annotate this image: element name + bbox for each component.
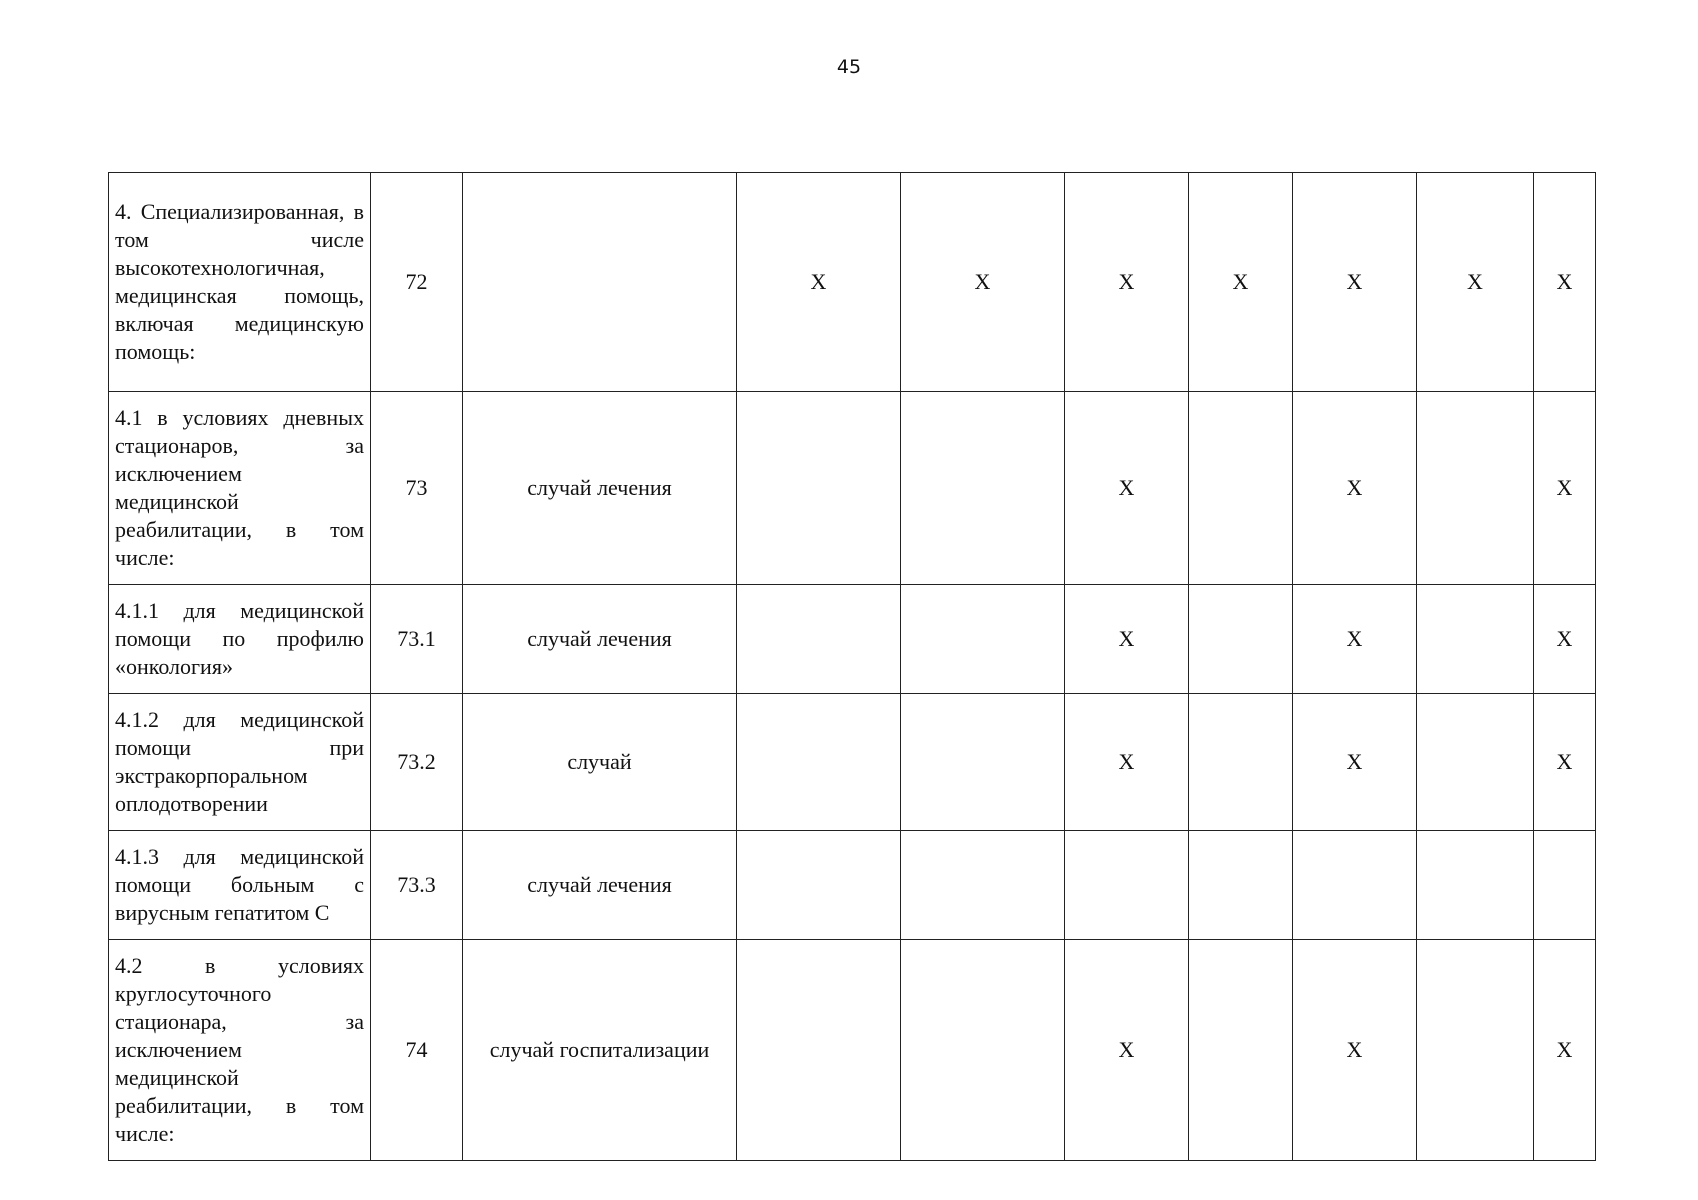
row-code: 73.3 bbox=[371, 831, 463, 940]
cell: X bbox=[1293, 940, 1417, 1161]
row-unit: случай лечения bbox=[463, 392, 737, 585]
cell: X bbox=[1534, 173, 1596, 392]
cell bbox=[1417, 831, 1534, 940]
row-unit: случай bbox=[463, 694, 737, 831]
row-code: 73.1 bbox=[371, 585, 463, 694]
cell bbox=[1189, 831, 1293, 940]
cell bbox=[1417, 694, 1534, 831]
cell bbox=[1417, 940, 1534, 1161]
cell: X bbox=[1293, 392, 1417, 585]
data-table bbox=[108, 172, 1596, 1161]
cell: X bbox=[737, 173, 901, 392]
row-code: 73.2 bbox=[371, 694, 463, 831]
table-row bbox=[109, 585, 1596, 694]
row-label: 4.1.1 для медицинской помощи по профилю «онкология» bbox=[109, 585, 371, 694]
cell bbox=[737, 392, 901, 585]
cell: X bbox=[901, 173, 1065, 392]
cell bbox=[737, 694, 901, 831]
row-code: 72 bbox=[371, 173, 463, 392]
table-row bbox=[109, 940, 1596, 1161]
cell bbox=[901, 585, 1065, 694]
cell: X bbox=[1065, 694, 1189, 831]
row-unit: случай госпитализации bbox=[463, 940, 737, 1161]
cell: X bbox=[1065, 585, 1189, 694]
cell bbox=[737, 585, 901, 694]
row-label: 4.1 в условиях дневных стационаров, за исключением медицинской реабилитации, в том числе: bbox=[109, 392, 371, 585]
table-row bbox=[109, 694, 1596, 831]
cell bbox=[901, 694, 1065, 831]
table-row bbox=[109, 392, 1596, 585]
cell bbox=[1189, 694, 1293, 831]
cell bbox=[1189, 585, 1293, 694]
cell: X bbox=[1065, 392, 1189, 585]
cell: X bbox=[1065, 940, 1189, 1161]
cell bbox=[1189, 940, 1293, 1161]
cell bbox=[901, 940, 1065, 1161]
row-unit bbox=[463, 173, 737, 392]
cell bbox=[1417, 392, 1534, 585]
cell: X bbox=[1293, 173, 1417, 392]
row-code: 73 bbox=[371, 392, 463, 585]
table-row bbox=[109, 831, 1596, 940]
row-unit: случай лечения bbox=[463, 831, 737, 940]
table-row bbox=[109, 173, 1596, 392]
cell: X bbox=[1293, 694, 1417, 831]
cell: X bbox=[1065, 173, 1189, 392]
cell: X bbox=[1534, 585, 1596, 694]
cell: X bbox=[1534, 392, 1596, 585]
cell: X bbox=[1417, 173, 1534, 392]
cell bbox=[737, 940, 901, 1161]
cell bbox=[737, 831, 901, 940]
row-label: 4.1.2 для медицинской помощи при экстракорпоральном оплодотворении bbox=[109, 694, 371, 831]
row-unit: случай лечения bbox=[463, 585, 737, 694]
cell bbox=[901, 831, 1065, 940]
cell bbox=[1189, 392, 1293, 585]
cell: X bbox=[1534, 940, 1596, 1161]
row-code: 74 bbox=[371, 940, 463, 1161]
row-label: 4.1.3 для медицинской помощи больным с вирусным гепатитом С bbox=[109, 831, 371, 940]
cell bbox=[1534, 831, 1596, 940]
page-number: 45 bbox=[836, 56, 862, 78]
cell: X bbox=[1189, 173, 1293, 392]
row-label: 4. Специализированная, в том числе высокотехнологичная, медицинская помощь, включая медицинскую помощь: bbox=[109, 173, 371, 392]
cell: X bbox=[1293, 585, 1417, 694]
row-label: 4.2 в условиях круглосуточного стационара, за исключением медицинской реабилитации, в том числе: bbox=[109, 940, 371, 1161]
cell bbox=[1293, 831, 1417, 940]
cell: X bbox=[1534, 694, 1596, 831]
cell bbox=[1417, 585, 1534, 694]
cell bbox=[1065, 831, 1189, 940]
cell bbox=[901, 392, 1065, 585]
